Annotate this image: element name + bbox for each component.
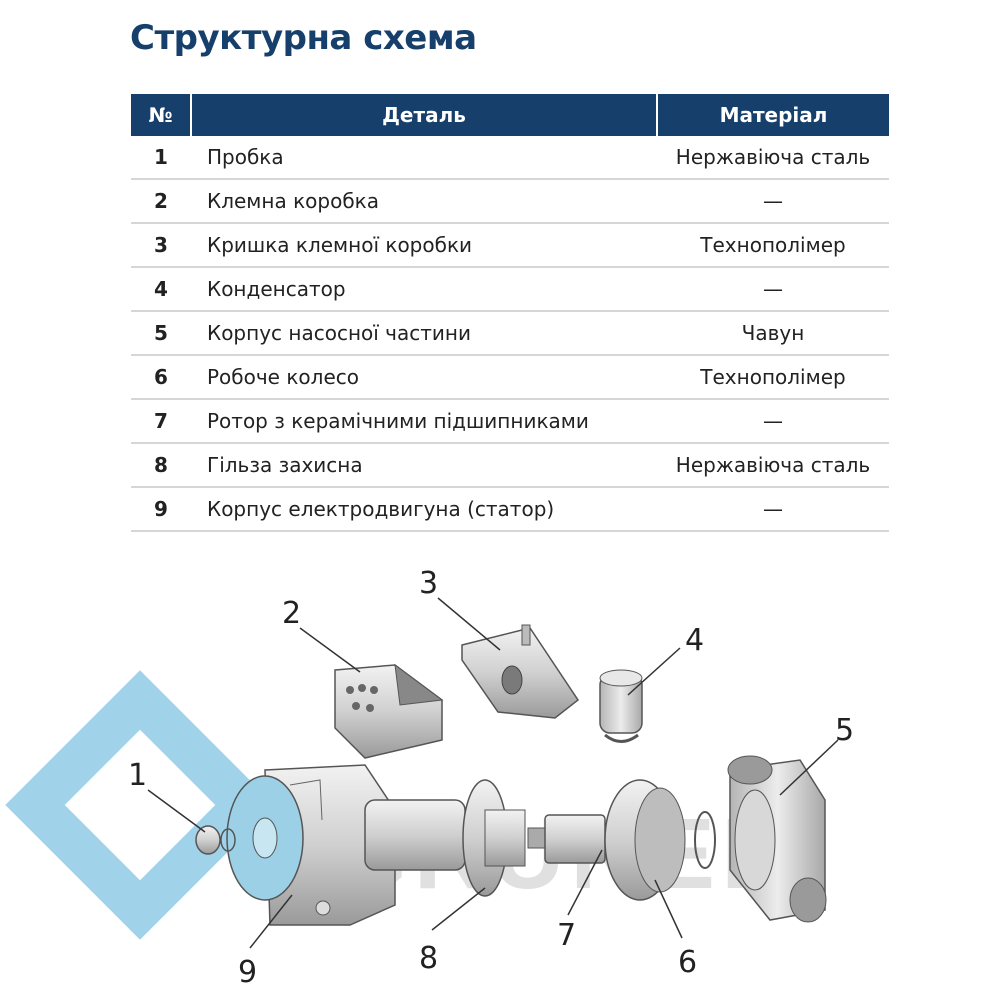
row-material: Технополімер <box>657 223 889 267</box>
row-part: Корпус електродвигуна (статор) <box>191 487 657 531</box>
row-material: — <box>657 267 889 311</box>
table-row <box>131 136 889 179</box>
row-number: 7 <box>131 399 191 443</box>
capacitor-part <box>600 670 642 742</box>
row-material: — <box>657 399 889 443</box>
callout-3: 3 <box>419 566 439 601</box>
row-number: 6 <box>131 355 191 399</box>
watermark-logo <box>35 700 245 910</box>
row-material: — <box>657 179 889 223</box>
row-part: Гільза захисна <box>191 443 657 487</box>
page-title: Структурна схема <box>130 18 477 58</box>
row-material: Технополімер <box>657 355 889 399</box>
parts-table <box>131 94 889 532</box>
callout-8: 8 <box>419 941 439 976</box>
table-row <box>131 355 889 399</box>
row-part: Конденсатор <box>191 267 657 311</box>
terminal-box-part <box>335 665 442 758</box>
row-part: Кришка клемної коробки <box>191 223 657 267</box>
header-number: № <box>131 94 191 136</box>
row-part: Клемна коробка <box>191 179 657 223</box>
callout-5: 5 <box>835 713 855 748</box>
table-row <box>131 223 889 267</box>
row-material: Нержавіюча сталь <box>657 443 889 487</box>
row-number: 1 <box>131 136 191 179</box>
terminal-box-cover-part <box>462 625 578 718</box>
row-part: Робоче колесо <box>191 355 657 399</box>
row-number: 8 <box>131 443 191 487</box>
row-material: Чавун <box>657 311 889 355</box>
table-row <box>131 399 889 443</box>
table-header-row <box>131 94 889 136</box>
table-row <box>131 487 889 531</box>
exploded-pump-diagram <box>0 540 1000 1000</box>
row-number: 9 <box>131 487 191 531</box>
table-row <box>131 179 889 223</box>
callout-6: 6 <box>678 945 698 980</box>
row-part: Пробка <box>191 136 657 179</box>
callout-7: 7 <box>557 918 577 953</box>
row-material: — <box>657 487 889 531</box>
table-row <box>131 311 889 355</box>
callout-1: 1 <box>128 758 148 793</box>
table-row <box>131 443 889 487</box>
header-part: Деталь <box>191 94 657 136</box>
row-material: Нержавіюча сталь <box>657 136 889 179</box>
header-material: Матеріал <box>657 94 889 136</box>
row-number: 5 <box>131 311 191 355</box>
callout-9: 9 <box>238 955 258 990</box>
row-part: Ротор з керамічними підшипниками <box>191 399 657 443</box>
row-number: 2 <box>131 179 191 223</box>
callout-2: 2 <box>282 596 302 631</box>
row-number: 3 <box>131 223 191 267</box>
callout-4: 4 <box>685 623 705 658</box>
table-row <box>131 267 889 311</box>
row-part: Корпус насосної частини <box>191 311 657 355</box>
row-number: 4 <box>131 267 191 311</box>
